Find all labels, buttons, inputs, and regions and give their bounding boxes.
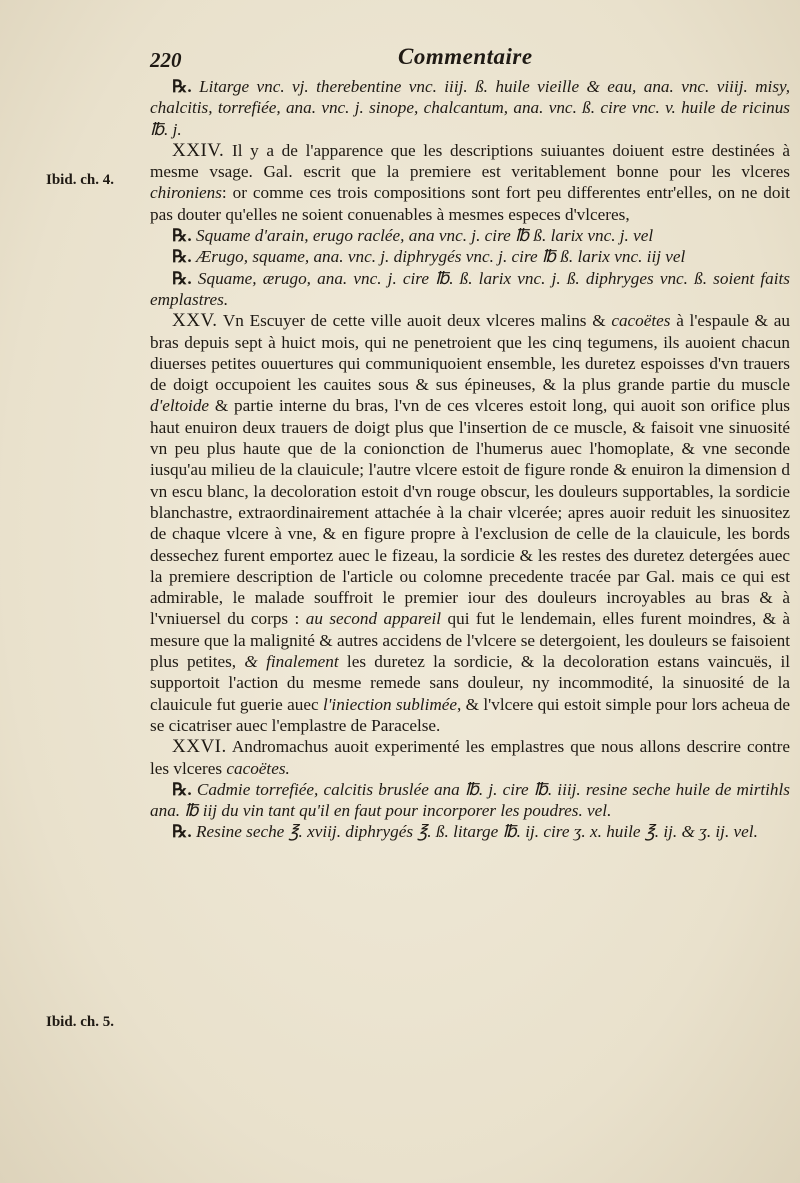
- prescription-squame: [150, 225, 790, 246]
- recipe-symbol: ℞.: [172, 226, 192, 246]
- section-text: à l'espaule & au bras depuis sept à huict mois, qui ne penetroient que les cinq tegumens, ils auoient chacun diuerses petites ouuertures qui communiquoient ensemble, les duretez espoisses d'vn trauers de doigt occupoient les cauites sous & sus épineuses, & la plus grande partie du muscle: [150, 311, 790, 395]
- section-numeral: XXVI.: [172, 736, 227, 758]
- emphasis-term: & finalement: [244, 652, 339, 672]
- prescription-text: Ærugo, squame, ana. vnc. j. diphrygés vnc. j. cire ℔ ß. larix vnc. iij vel: [196, 247, 686, 267]
- prescription-aerugo: [150, 246, 790, 267]
- section-xxvi: [150, 736, 790, 779]
- section-numeral: XXV.: [172, 310, 218, 332]
- recipe-symbol: ℞.: [172, 247, 192, 267]
- prescription-squame-aerugo: [150, 268, 790, 311]
- running-title: Commentaire: [398, 44, 533, 69]
- emphasis-term: chironiens: [150, 183, 222, 203]
- prescription-litarge: [150, 76, 790, 140]
- prescription-cadmie: [150, 779, 790, 822]
- emphasis-term: cacoëtes: [611, 311, 671, 331]
- section-xxv: [150, 310, 790, 736]
- section-text: Andromachus auoit experimenté les emplastres que nous allons descrire contre les vlceres: [150, 737, 790, 778]
- margin-note-ch5: Ibid. ch. 5.: [46, 1014, 114, 1030]
- section-text: & partie interne du bras, l'vn de ces vlceres estoit long, qui auoit son orifice plus haut enuiron deux trauers de doigt plus que l'insertion de ce muscle, & faisoit vne sinuosité vn peu plus haute que de la conionction de l'humerus auec l'homoplate, & vne seconde iusqu'au milieu de la clauicule; l'autre vlcere estoit de figure ronde & enuiron la dimension d vn escu blanc, la decoloration estoit d'vn rouge obscur, les douleurs supportables, la sordicie blanchastre, extraordinairement attachée à la chair vlcerée; apres auoir reduit les sinuositez de chaque vlcere à vne, & en figure propre à l'exclusion de celle de la clauicule, les bords dessechez furent emportez auec le fizeau, la sordicie & les restes des duretez detergées auec la premiere description de l'article ou colomne precedente tracée par Gal. mais ce qui est admirable, le malade souffroit le premier iour des douleurs incroyables au bras & à l'vniuersel du corps :: [150, 396, 790, 629]
- emphasis-term: au second appareil: [305, 609, 442, 629]
- section-text: , & l'vlcere qui estoit simple pour lors acheua de se cicatriser auec l'emplastre de Paracelse.: [150, 694, 791, 735]
- section-text: : or comme ces trois compositions sont fort peu differentes entr'elles, on ne doit pas douter qu'elles ne soient conuenables à mesmes especes d'vlceres,: [150, 183, 790, 224]
- prescription-text: Squame d'arain, erugo raclée, ana vnc. j. cire ℔ ß. larix vnc. j. vel: [196, 226, 654, 246]
- section-numeral: XXIV.: [172, 139, 225, 161]
- prescription-text: Litarge vnc. vj. therebentine vnc. iiij. ß. huile vieille & eau, ana. vnc. viiij. misy, chalcitis, torrefiée, ana. vnc. j. sinope, chalcantum, ana. vnc. ß. cire vnc. v. huile de ricinus ℔. j.: [150, 77, 791, 139]
- emphasis-term: cacoëtes.: [226, 758, 290, 778]
- section-text: qui fut le lendemain, elles furent moindres, & à mesure que la malignité & autres accidens de l'vlcere se detergoient, les douleurs se faisoient plus petites,: [150, 609, 790, 672]
- recipe-symbol: ℞.: [172, 822, 192, 842]
- emphasis-term: l'iniection sublimée: [322, 694, 458, 714]
- margin-note-ch4: Ibid. ch. 4.: [46, 172, 114, 188]
- section-text: Vn Escuyer de cette ville auoit deux vlceres malins &: [217, 311, 612, 331]
- prescription-text: Resine seche ℥. xviij. diphrygés ℥. ß. litarge ℔. ij. cire ʒ. x. huile ℥. ij. & ʒ. ij. vel.: [196, 822, 758, 842]
- section-text: Il y a de l'apparence que les descriptions suiuantes doiuent estre destinées à mesme vsage. Gal. escrit que la premiere est veritablement bonne pour les vlceres: [150, 140, 790, 182]
- prescription-text: Cadmie torrefiée, calcitis bruslée ana ℔. j. cire ℔. iiij. resine seche huile de mirtihls ana. ℔ iij du vin tant qu'il en faut pour incorporer les poudres. vel.: [150, 779, 790, 821]
- section-xxiv: [150, 140, 790, 225]
- prescription-resine: [150, 821, 790, 842]
- recipe-symbol: ℞.: [172, 77, 192, 96]
- prescription-text: Squame, ærugo, ana. vnc. j. cire ℔. ß. larix vnc. j. ß. diphryges vnc. ß. soient faits emplastres.: [150, 268, 790, 309]
- section-text: les duretez la sordicie, & la decoloration estans vaincuës, il supportoit l'action du mesme remede sans douleur, ny incommodité, la sinuosité de la clauicule fut guerie auec: [150, 652, 790, 714]
- page-header: [150, 44, 790, 78]
- recipe-symbol: ℞.: [172, 779, 192, 799]
- emphasis-term: d'eltoide: [150, 396, 210, 416]
- recipe-symbol: ℞.: [172, 268, 192, 288]
- body-text: [150, 76, 790, 843]
- page-number: 220: [150, 48, 182, 72]
